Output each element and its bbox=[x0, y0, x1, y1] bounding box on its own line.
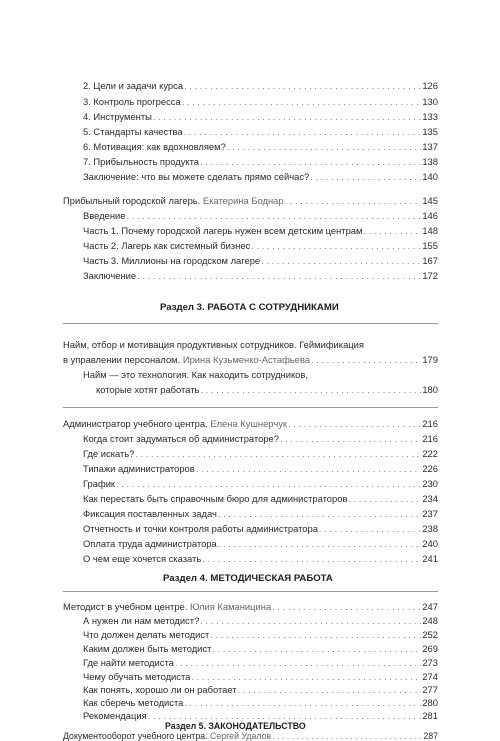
toc-entry[interactable] bbox=[83, 96, 438, 108]
page-number: 172 bbox=[422, 270, 438, 281]
dot-leader bbox=[311, 354, 421, 366]
dot-leader bbox=[184, 126, 422, 138]
toc-chapter[interactable] bbox=[63, 195, 438, 207]
toc-chapter[interactable] bbox=[63, 418, 438, 430]
toc-entry[interactable] bbox=[83, 508, 438, 520]
toc-entry[interactable] bbox=[83, 171, 438, 183]
toc-entry[interactable] bbox=[83, 643, 438, 655]
toc-entry[interactable] bbox=[96, 384, 438, 396]
page-number: 135 bbox=[422, 126, 438, 137]
chapter-title: Найм, отбор и мотивация продуктивных сотрудников. Геймификация bbox=[63, 339, 364, 350]
page-number: 216 bbox=[422, 418, 438, 429]
entry-title: Заключение: что вы можете сделать прямо сейчас? bbox=[83, 171, 310, 182]
page-number: 234 bbox=[422, 493, 438, 504]
toc-entry[interactable] bbox=[83, 493, 438, 505]
toc-entry[interactable] bbox=[83, 126, 438, 138]
toc-entry[interactable] bbox=[83, 270, 438, 282]
page-number: 252 bbox=[422, 629, 438, 640]
toc-entry[interactable] bbox=[83, 111, 438, 123]
entry-title: Каким должен быть методист bbox=[83, 643, 212, 654]
page-number: 180 bbox=[422, 384, 438, 395]
toc-entry[interactable] bbox=[83, 433, 438, 445]
dot-leader bbox=[227, 141, 422, 153]
page-number: 247 bbox=[422, 601, 438, 612]
dot-leader bbox=[261, 255, 421, 267]
dot-leader bbox=[116, 478, 421, 490]
dot-leader bbox=[200, 615, 421, 627]
toc-chapter[interactable] bbox=[63, 354, 438, 366]
page-number: 269 bbox=[422, 643, 438, 654]
page-number: 155 bbox=[422, 240, 438, 251]
toc-entry[interactable] bbox=[83, 697, 438, 709]
page-number: 133 bbox=[422, 111, 438, 122]
entry-title: Часть 1. Почему городской лагерь нужен всем детским центрам bbox=[83, 225, 363, 236]
toc-entry[interactable] bbox=[83, 615, 438, 627]
divider bbox=[63, 407, 438, 408]
page-number: 179 bbox=[422, 354, 438, 365]
toc-entry[interactable] bbox=[83, 629, 438, 641]
page-number: 146 bbox=[422, 210, 438, 221]
page-number: 237 bbox=[422, 508, 438, 519]
section-heading: Раздел 3. РАБОТА С СОТРУДНИКАМИ bbox=[160, 302, 339, 313]
toc-entry[interactable] bbox=[83, 80, 438, 92]
dot-leader bbox=[285, 195, 422, 207]
dot-leader bbox=[238, 684, 422, 696]
entry-title: которые хотят работать bbox=[96, 384, 200, 395]
toc-entry[interactable] bbox=[83, 156, 438, 168]
page-number: 248 bbox=[422, 615, 438, 626]
toc-chapter[interactable] bbox=[63, 731, 438, 741]
page-number: 167 bbox=[422, 255, 438, 266]
section-heading: Раздел 5. ЗАКОНОДАТЕЛЬСТВО bbox=[165, 721, 306, 731]
toc-entry[interactable] bbox=[83, 448, 438, 460]
toc-entry[interactable] bbox=[83, 210, 438, 222]
entry-title: Где искать? bbox=[83, 448, 135, 459]
page-number: 287 bbox=[423, 731, 438, 741]
entry-title: О чем еще хочется сказать bbox=[83, 553, 202, 564]
entry-title: Фиксация поставленных задач bbox=[83, 508, 217, 519]
entry-title: Как сберечь методиста bbox=[83, 697, 184, 708]
toc-entry-line[interactable] bbox=[83, 369, 308, 381]
chapter-title: в управлении персоналом. bbox=[63, 354, 181, 365]
dot-leader bbox=[348, 493, 421, 505]
section-rule bbox=[63, 323, 438, 324]
entry-title: Когда стоит задуматься об администраторе? bbox=[83, 433, 279, 444]
entry-title: А нужен ли нам методист? bbox=[83, 615, 200, 626]
dot-leader bbox=[319, 523, 421, 535]
entry-title: Чему обучать методиста bbox=[83, 671, 191, 682]
chapter-title: Документооборот учебного центра. bbox=[63, 731, 208, 741]
dot-leader bbox=[272, 601, 421, 613]
toc-entry[interactable] bbox=[83, 523, 438, 535]
page-number: 238 bbox=[422, 523, 438, 534]
entry-title: 6. Мотивация: как вдохновляем? bbox=[83, 141, 226, 152]
page-number: 145 bbox=[422, 195, 438, 206]
entry-title: Типажи администраторов bbox=[83, 463, 195, 474]
page-number: 222 bbox=[422, 448, 438, 459]
dot-leader bbox=[202, 553, 421, 565]
chapter-title: Методист в учебном центре. bbox=[63, 601, 188, 612]
toc-entry[interactable] bbox=[83, 671, 438, 683]
dot-leader bbox=[210, 629, 421, 641]
dot-leader bbox=[137, 270, 421, 282]
dot-leader bbox=[182, 96, 422, 108]
toc-entry[interactable] bbox=[83, 538, 438, 550]
page-number: 281 bbox=[422, 710, 438, 721]
page-number: 274 bbox=[422, 671, 438, 682]
page-number: 138 bbox=[422, 156, 438, 167]
toc-entry[interactable] bbox=[83, 225, 438, 237]
entry-title: Рекомендация bbox=[83, 710, 147, 721]
toc-entry[interactable] bbox=[83, 255, 438, 267]
entry-title: Что должен делать методист bbox=[83, 629, 210, 640]
entry-title: Как перестать быть справочным бюро для администраторов bbox=[83, 493, 348, 504]
toc-chapter-line[interactable] bbox=[63, 339, 364, 351]
page-number: 137 bbox=[422, 141, 438, 152]
toc-entry[interactable] bbox=[83, 684, 438, 696]
entry-title: Оплата труда администратора bbox=[83, 538, 217, 549]
dot-leader bbox=[218, 538, 422, 550]
page-number: 130 bbox=[422, 96, 438, 107]
chapter-title: Прибыльный городской лагерь. bbox=[63, 195, 201, 206]
dot-leader bbox=[251, 240, 421, 252]
dot-leader bbox=[196, 463, 422, 475]
entry-title: Отчетность и точки контроля работы администратора bbox=[83, 523, 318, 534]
dot-leader bbox=[184, 80, 421, 92]
dot-leader bbox=[288, 418, 421, 430]
page-number: 240 bbox=[422, 538, 438, 549]
page-number: 226 bbox=[422, 463, 438, 474]
entry-title: 4. Инструменты bbox=[83, 111, 152, 122]
toc-entry[interactable] bbox=[83, 657, 438, 669]
toc-entry[interactable] bbox=[83, 240, 438, 252]
dot-leader bbox=[191, 671, 421, 683]
entry-title: 7. Прибыльность продукта bbox=[83, 156, 200, 167]
page-number: 140 bbox=[422, 171, 438, 182]
chapter-author: Сергей Удалов bbox=[210, 731, 272, 741]
section-rule bbox=[63, 591, 438, 592]
page-number: 148 bbox=[422, 225, 438, 236]
toc-entry[interactable] bbox=[83, 553, 438, 565]
page-number: 126 bbox=[422, 80, 438, 91]
dot-leader bbox=[310, 171, 421, 183]
section-heading: Раздел 4. МЕТОДИЧЕСКАЯ РАБОТА bbox=[163, 573, 333, 584]
toc-chapter[interactable] bbox=[63, 601, 438, 613]
dot-leader bbox=[280, 433, 421, 445]
page-number: 280 bbox=[422, 697, 438, 708]
entry-title: Введение bbox=[83, 210, 126, 221]
entry-title: Где найти методиста bbox=[83, 657, 174, 668]
toc-entry[interactable] bbox=[83, 463, 438, 475]
chapter-author: Ирина Кузьменко-Астафьева bbox=[182, 354, 310, 365]
entry-title: Как понять, хорошо ли он работает bbox=[83, 684, 237, 695]
dot-leader bbox=[126, 210, 421, 222]
page-number: 273 bbox=[422, 657, 438, 668]
page-number: 216 bbox=[422, 433, 438, 444]
entry-title: График bbox=[83, 478, 116, 489]
dot-leader bbox=[272, 731, 422, 741]
toc-entry[interactable] bbox=[83, 478, 438, 490]
chapter-title: Администратор учебного центра. bbox=[63, 418, 208, 429]
page-number: 230 bbox=[422, 478, 438, 489]
dot-leader bbox=[212, 643, 421, 655]
dot-leader bbox=[175, 657, 422, 669]
page-number: 241 bbox=[422, 553, 438, 564]
entry-title: Заключение bbox=[83, 270, 137, 281]
dot-leader bbox=[135, 448, 421, 460]
entry-title: 2. Цели и задачи курса bbox=[83, 80, 184, 91]
entry-title: 3. Контроль прогресса bbox=[83, 96, 181, 107]
dot-leader bbox=[218, 508, 421, 520]
chapter-author: Елена Кушнерчук bbox=[210, 418, 287, 429]
dot-leader bbox=[184, 697, 421, 709]
dot-leader bbox=[363, 225, 421, 237]
dot-leader bbox=[200, 384, 421, 396]
page-number: 277 bbox=[422, 684, 438, 695]
entry-title: Часть 3. Миллионы на городском лагере bbox=[83, 255, 261, 266]
chapter-author: Юлия Каманицина bbox=[189, 601, 272, 612]
entry-title: 5. Стандарты качества bbox=[83, 126, 183, 137]
chapter-author: Екатерина Боднар bbox=[202, 195, 284, 206]
dot-leader bbox=[153, 111, 421, 123]
entry-title: Часть 2. Лагерь как системный бизнес bbox=[83, 240, 251, 251]
toc-entry[interactable] bbox=[83, 141, 438, 153]
entry-title: Найм — это технология. Как находить сотрудников, bbox=[83, 369, 308, 380]
dot-leader bbox=[200, 156, 421, 168]
